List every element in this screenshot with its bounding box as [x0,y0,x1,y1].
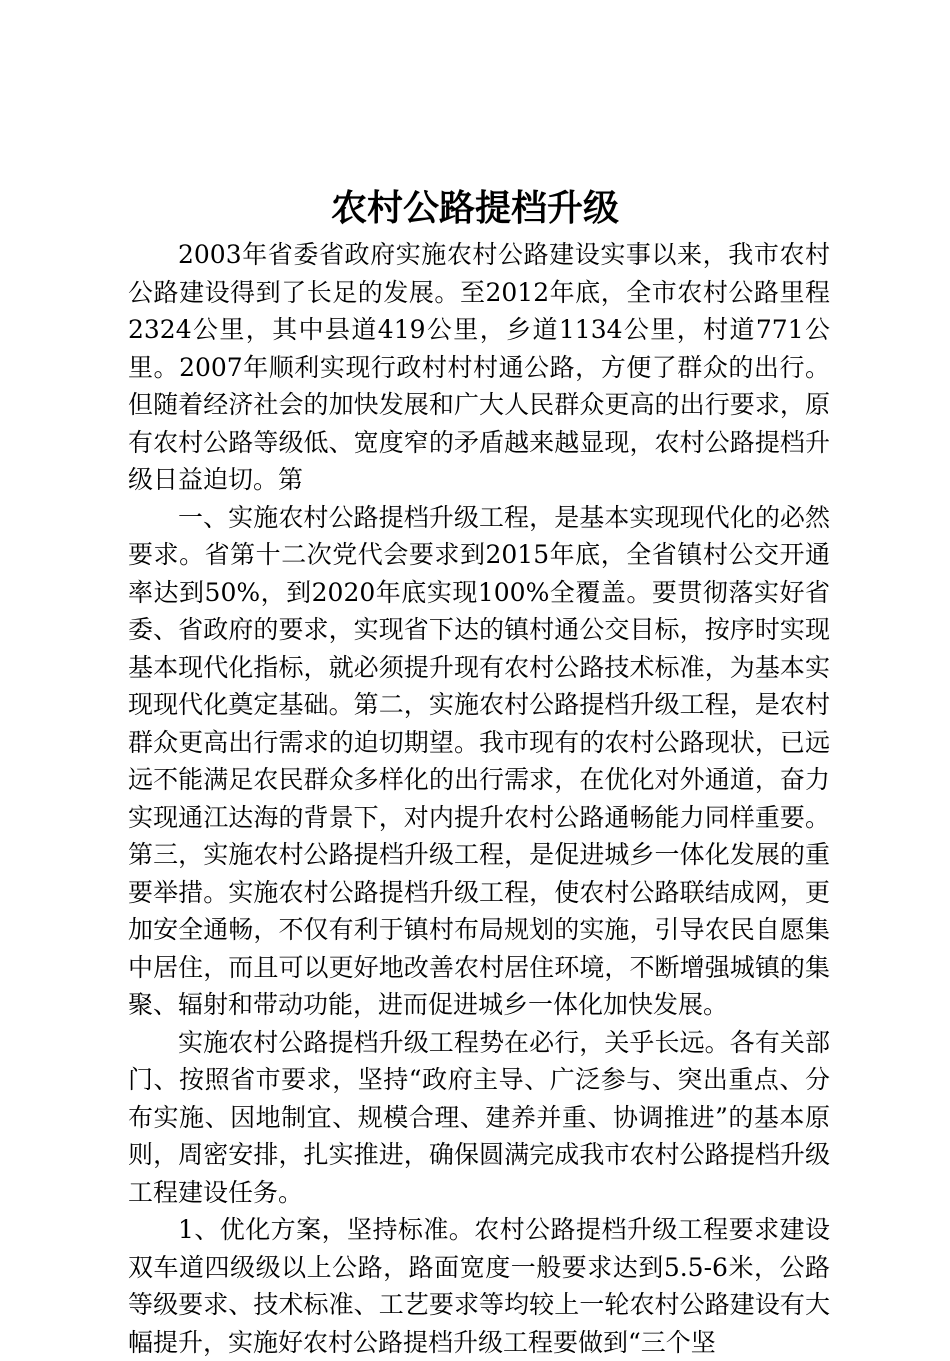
paragraph-measure-1: 1、优化方案，坚持标准。农村公路提档升级工程要求建设双车道四级级以上公路，路面宽度一般要求达到5.5-6米，公路等级要求、技术标准、工艺要求等均较上一轮农村公路建设有大幅提升，实施好农村公路提档升级工程要做到“三个坚 [128,1215,830,1357]
document-body [128,236,830,1361]
paragraph-reasons: 一、实施农村公路提档升级工程，是基本实现现代化的必然要求。省第十二次党代会要求到2015年底，全省镇村公交开通率达到50%，到2020年底实现100%全覆盖。要贯彻落实好省委、省政府的要求，实现省下达的镇村通公交目标，按序时实现基本现代化指标，就必须提升现有农村公路技术标准，为基本实现现代化奠定基础。第二，实施农村公路提档升级工程，是农村群众更高出行需求的迫切期望。我市现有的农村公路现状，已远远不能满足农民群众多样化的出行需求，在优化对外通道，奋力实现通江达海的背景下，对内提升农村公路通畅能力同样重要。第三，实施农村公路提档升级工程，是促进城乡一体化发展的重要举措。实施农村公路提档升级工程，使农村公路联结成网，更加安全通畅，不仅有利于镇村布局规划的实施，引导农民自愿集中居住，而且可以更好地改善农村居住环境，不断增强城镇的集聚、辐射和带动功能，进而促进城乡一体化加快发展。 [128,502,830,1019]
paragraph-principles: 实施农村公路提档升级工程势在必行，关乎长远。各有关部门、按照省市要求，坚持“政府主导、广泛参与、突出重点、分布实施、因地制宜、规模合理、建养并重、协调推进”的基本原则，周密安排，扎实推进，确保圆满完成我市农村公路提档升级工程建设任务。 [128,1027,830,1207]
document-title: 农村公路提档升级 [330,187,619,229]
paragraph-intro: 2003年省委省政府实施农村公路建设实事以来，我市农村公路建设得到了长足的发展。至2012年底，全市农村公路里程2324公里，其中县道419公里，乡道1134公里，村道771公里。2007年顺利实现行政村村村通公路，方便了群众的出行。但随着经济社会的加快发展和广大人民群众更高的出行要求，原有农村公路等级低、宽度窄的矛盾越来越显现，农村公路提档升级日益迫切。第 [128,240,830,494]
